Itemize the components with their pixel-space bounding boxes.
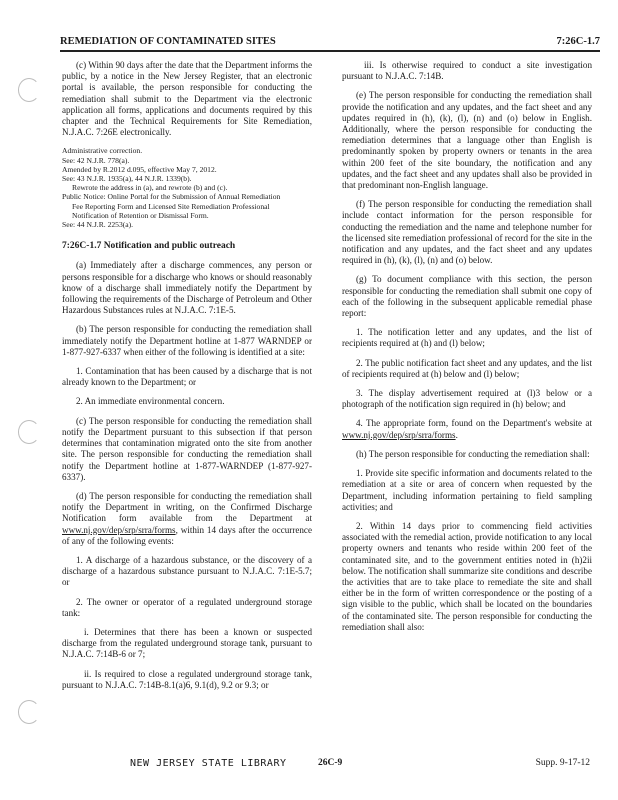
history-line: Administrative correction. [62, 146, 143, 156]
punch-hole-mark [18, 700, 40, 724]
paragraph-g3: 3. The display advertisement required at (l)3 below or a photograph of the notification sign required in (h) below; and [342, 388, 592, 410]
history-line: Fee Reporting Form and Licensed Site Remediation Professional [72, 201, 270, 211]
paragraph-b2: 2. An immediate environmental concern. [76, 396, 225, 407]
paragraph-g1: 1. The notification letter and any updates, and the list of recipients required at (h) and (l) below; [342, 327, 592, 349]
history-line: See: 43 N.J.R. 1935(a), 44 N.J.R. 1339(b). [62, 174, 192, 184]
paragraph-f: (f) The person responsible for conducting the remediation shall include contact information for the person responsible for conducting the remediation and the name and telephone number for the licensed site remediation professional of record for the site in the notification and any updates, and the fact sheet and any updates required in (h), (k), (l), (n) and (o) below. [342, 199, 592, 266]
left-column [62, 60, 312, 699]
paragraph-d-text: (d) The person responsible for conducting the remediation shall notify the Department in writing, on the Confirmed Discharge Notification form available from the Department at [62, 490, 312, 524]
paragraph-c-prev: (c) Within 90 days after the date that the Department informs the public, by a notice in the New Jersey Register, that an electronic portal is available, the person responsible for conducting the remediation shall submit to the Department via the electronic application all forms, applications and documents required by this chapter and the Technical Requirements for Site Remediation, N.J.A.C. 7:26E electronically. [62, 60, 312, 138]
page-number: 26C-9 [318, 758, 343, 768]
right-column [342, 60, 592, 641]
paragraph-d-text-end: , within 14 days after the occurrence of any of the following events: [62, 524, 312, 546]
paragraph-d2: 2. The owner or operator of a regulated underground storage tank: [62, 596, 312, 618]
paragraph-h1: 1. Provide site specific information and documents related to the remediation at a site or area of concern when requested by the Department, including information pertaining to field sampling activities; and [342, 468, 592, 512]
library-stamp: NEW JERSEY STATE LIBRARY [130, 758, 287, 769]
paragraph-h: (h) The person responsible for conducting the remediation shall: [356, 448, 590, 459]
history-line: See: 44 N.J.R. 2253(a). [62, 220, 134, 230]
section-heading: 7:26C-1.7 Notification and public outreach [62, 241, 236, 252]
paragraph-c: (c) The person responsible for conducting the remediation shall notify the Department pursuant to this subsection if that person determines that contamination migrated onto the site from another site. The person responsible for conducting the remediation shall notify the Department hotline at 1-877-WARNDEP (1-877-927-6337). [62, 415, 312, 482]
paragraph-d2i: i. Determines that there has been a known or suspected discharge from the regulated underground storage tank, pursuant to N.J.A.C. 7:14B-6 or 7; [62, 626, 312, 660]
forms-link[interactable]: www.nj.gov/dep/srp/srra/forms [62, 524, 176, 535]
history-line: See: 42 N.J.R. 778(a). [62, 155, 130, 165]
paragraph-b: (b) The person responsible for conducting the remediation shall immediately notify the Department hotline at 1-877 WARNDEP or 1-877-927-6337 when either of the following is identified at a site: [62, 324, 312, 357]
section-number: 7:26C-1.7 [556, 36, 600, 47]
history-line: Notification of Retention or Dismissal Form. [72, 210, 209, 220]
history-notes [62, 146, 312, 229]
paragraph-b1: 1. Contamination that has been caused by a discharge that is not already known to the Department; or [62, 366, 312, 388]
paragraph-d2ii: ii. Is required to close a regulated underground storage tank, pursuant to N.J.A.C. 7:14B-8.1(a)6, 9.1(d), 9.2 or 9.3; or [62, 668, 312, 690]
forms-link[interactable]: www.nj.gov/dep/srp/srra/forms [342, 429, 456, 440]
paragraph-a: (a) Immediately after a discharge commences, any person or persons responsible for a discharge who knows or should reasonably know of a discharge shall immediately notify the Department by following the requirements of the Discharge of Petroleum and Other Hazardous Substances rules at N.J.A.C. 7:1E-5. [62, 260, 312, 316]
paragraph-h2: 2. Within 14 days prior to commencing field activities associated with the remedial action, provide notification to any local property owners and tenants who reside within 200 feet of the contaminated site, and to the government entities noted in (h)2ii below. The notification shall summarize site conditions and describe the activities that are to take place to remediate the site and shall either be in the form of written correspondence or the posting of a sign visible to the public, which shall be located on the boundaries of the contaminated site. The person responsible for conducting the remediation shall also: [342, 520, 592, 632]
paragraph-e: (e) The person responsible for conducting the remediation shall provide the notification and any updates, and the fact sheet and any updates required in (h), (k), (l), (n) and (o) below in English. Additionally, where the person responsible for conducting the remediation determines that a language other than English is predominantly spoken by property owners or tenants in the area within 200 feet of the site boundary, the notification and any updates, and the fact sheet and any updates shall also be provided in that predominant non-English language. [342, 90, 592, 191]
paragraph-d1: 1. A discharge of a hazardous substance, or the discovery of a discharge of a hazardous substance pursuant to N.J.A.C. 7:1E-5.7; or [62, 554, 312, 588]
paragraph-d [62, 491, 312, 547]
paragraph-g2: 2. The public notification fact sheet and any updates, and the list of recipients required at (h) below and (l) below; [342, 357, 592, 379]
page-footer [60, 758, 600, 774]
history-line: Rewrote the address in (a), and rewrote (b) and (c). [72, 183, 228, 193]
chapter-title: REMEDIATION OF CONTAMINATED SITES [60, 36, 276, 47]
paragraph-d2iii: iii. Is otherwise required to conduct a site investigation pursuant to N.J.A.C. 7:14B. [342, 60, 592, 82]
paragraph-g4-text-end: . [455, 429, 458, 440]
history-line: Amended by R.2012 d.095, effective May 7, 2012. [62, 164, 217, 174]
punch-hole-mark [18, 420, 40, 444]
punch-hole-mark [18, 78, 40, 102]
header-rule [60, 50, 600, 52]
supplement-date: Supp. 9-17-12 [535, 758, 590, 768]
paragraph-g4 [342, 418, 592, 440]
history-line: Public Notice: Online Portal for the Submission of Annual Remediation [62, 192, 281, 202]
paragraph-g4-text: 4. The appropriate form, found on the Department's website at [356, 418, 592, 429]
paragraph-g: (g) To document compliance with this section, the person responsible for conducting the remediation shall submit one copy of each of the following in the subsequent applicable remedial phase report: [342, 274, 592, 319]
